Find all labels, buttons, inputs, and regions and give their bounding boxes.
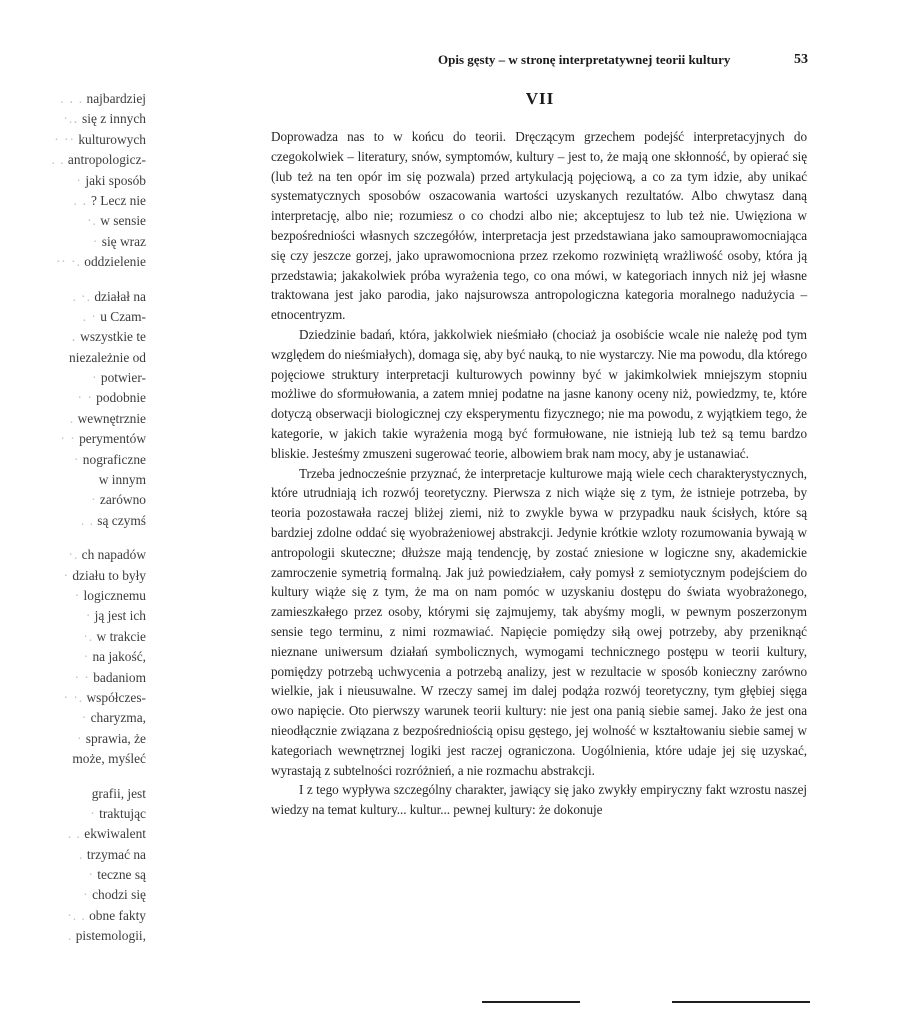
faded-text: · ·. [63,689,84,705]
faded-text: . . [67,826,81,842]
fragment-text: teczne są [97,867,146,883]
left-page-line [0,885,146,905]
left-page-line [0,470,146,490]
fragment-text: się wraz [101,233,146,249]
fragment-text: najbardziej [86,91,146,106]
faded-text: · [85,608,92,624]
fragment-text: działu to były [72,567,146,583]
left-page-line [0,566,146,586]
faded-text: · · [74,669,90,685]
faded-text: · · [77,390,93,406]
fragment-text: logicznemu [83,587,146,603]
faded-text: ·. [83,628,94,644]
fragment-text: antropologicz- [67,152,146,168]
faded-text: . [79,846,84,862]
fragment-text: u Czam- [100,308,146,324]
left-page-line [0,368,146,388]
left-page-line [0,211,146,231]
fragment-text: pistemologii, [75,928,146,944]
running-title: Opis gęsty – w stronę interpretatywnej teorii kultury [438,52,731,67]
faded-text: . [69,410,75,426]
left-page-line [0,688,146,708]
faded-text: · [88,867,94,883]
faded-text: · [90,805,96,821]
fragment-text: sprawia, że [85,730,146,746]
fragment-text: ? Lecz nie [90,192,146,208]
fragment-text: perymentów [79,431,146,447]
faded-text: . [67,928,73,944]
left-page-line [0,784,146,804]
fragment-text: wszystkie te [80,329,146,345]
faded-text: · [83,649,90,665]
faded-text: · [74,587,81,603]
left-page-line [0,287,146,307]
faded-text: · [92,233,99,249]
left-page-line [0,606,146,626]
left-page-line [0,490,146,510]
faded-text: . . [80,512,94,528]
faded-text: · [76,730,83,746]
faded-text: ·. [87,213,97,229]
faded-text: · [63,567,69,583]
faded-text: · [91,492,97,508]
paragraph: Doprowadza nas to w końcu do teorii. Dręczącym grzechem podejść interpretacyjnych do czegokolwiek – literatury, snów, symptomów, kultury – jest to, że mają one skłonność, by opierać się (lub też na ten opór im się pozwala) przed artykulacją pojęciową, a co za tym idzie, aby unikać systematycznych sposobów oszacowania wartości uzyskanych rezultatów. Albo chwytasz daną interpretację, albo nie; rozumiesz o co chodzi albo nie; akceptujesz to lub też nie. Uwięziona w bezpośredniości własnych szczegółów, interpretacja jest przedstawiana jako samouprawomocniająca się czy jeszcze gorzej, jako uprawomocniona przez rzekomo rozwiniętą wrażliwość osoby, która ją przedstawia; jakakolwiek próba wyrażenia tego, co ona mówi, w kategoriach innych niż jej własne traktowana jest jako parodia, jako najsurowsza antropologiczna kategoria moralnego nadużycia – etnocentryzm. [271,129,807,323]
left-page-line [0,708,146,728]
bottom-rule-left [482,1001,580,1003]
left-page-line [0,252,146,272]
left-page-line [0,865,146,885]
left-page-line [0,749,146,769]
fragment-text: może, myśleć [72,751,146,767]
line-gap [0,531,146,545]
fragment-text: wewnętrznie [77,410,146,426]
fragment-text: są czymś [97,512,146,528]
fragment-text: zarówno [99,492,146,508]
fragment-text: oddzielenie [84,254,146,270]
paragraph: Trzeba jednocześnie przyznać, że interpretacje kulturowe mają wiele cech charakterystycznych, które utrudniają ich rozwój teoretyczny. Pierwsza z nich wiąże się z tym, że istnieje potrzeba, by teoria pozostawała raczej bliżej ziemi, niż to zwykle bywa w przypadku nauk ścisłych, które są bardziej zdolne oddać się wyobrażeniowej abstrakcji. Jedynie krótkie wzloty rozumowania bywają w antropologii skuteczne; dłuższe mają tendencję, by zostać zniesione w logiczne sny, akademickie zamroczenie symetrią formalną. Jak już powiedziałem, cały pomysł z semiotycznym podejściem do kultury wiąże się z tym, że ma on nam pomóc w uzyskaniu dostępu do świata wyobrażonego, zamieszkałego przez osoby, którymi się zajmujemy, tak abyśmy mogli, w pewnym poszerzonym sensie tego terminu, z nimi rozmawiać. Napięcie pomiędzy siłą owej potrzeby, aby przeniknąć nieznane uniwersum działań symbolicznych, wymogami technicznego postępu w teorii kultury, pomiędzy potrzebą uchwycenia a potrzebą analizy, jest w rezultacie w sposób konieczny zarówno wielkie, jak i nieusuwalne. W rzeczy samej im dalej podąża rozwój teoretyczny, tym głębiej sięga owo napięcie. Oto pierwszy warunek teorii kultury: nie jest ona panią siebie samej. Jako że jest ona nieodłącznie związana z bezpośredniością opisu gęstego, jej wolność w kształtowaniu siebie samej w kategoriach wewnętrznej logiki jest raczej ograniczona. Uogólnienia, które udaje jej się uzyskać, wyrastają z subtelności rozróżnień, a nie rozmachu abstrakcji. [271,465,807,778]
faded-text: . . [51,152,65,168]
left-page-line [0,824,146,844]
faded-text: · [83,887,89,903]
fragment-text: obne fakty [89,907,146,923]
faded-text: · [73,451,80,467]
left-page-line [0,327,146,347]
faded-text: · [81,710,88,726]
left-page-line [0,586,146,606]
left-page-line [0,668,146,688]
faded-text: . ·. [72,288,91,304]
left-page-line [0,388,146,408]
fragment-text: niezależnie od [69,349,146,365]
fragment-text: w trakcie [96,628,146,644]
left-page-fragments [0,89,146,947]
faded-text: ·. . [67,907,86,923]
line-gap [0,273,146,287]
page-number: 53 [794,52,808,67]
faded-text: ·.․ [63,111,79,127]
fragment-text: ch napadów [81,547,146,563]
faded-text: · ·· [54,131,75,147]
fragment-text: współczes- [86,689,146,705]
left-page-line [0,232,146,252]
fragment-text: badaniom [93,669,146,685]
left-page-line [0,409,146,429]
left-page-line [0,647,146,667]
fragment-text: trzymać na [86,846,146,862]
fragment-text: w sensie [100,213,146,229]
faded-text: . ․ . [60,91,84,106]
faded-text: · · [60,431,76,447]
left-page-line [0,171,146,191]
left-page-line [0,130,146,150]
paragraph: I z tego wypływa szczególny charakter, jawiący się jako zwykły empiryczny fakt wzrostu naszej wiedzy na temat kultury... kultur... pewnej kultury: że dokonuje [271,782,807,818]
faded-text: · [76,172,82,188]
bottom-rule-right [672,1001,810,1003]
fragment-text: ekwiwalent [84,826,146,842]
fragment-text: na jakość, [92,649,146,665]
left-page-line [0,191,146,211]
left-page-line [0,627,146,647]
left-page-line [0,150,146,170]
running-header [420,52,808,70]
faded-text: ·· ·. [55,254,81,270]
fragment-text: charyzma, [90,710,146,726]
fragment-text: w innym [98,472,146,488]
fragment-text: jaki sposób [85,172,146,188]
line-gap [0,770,146,784]
faded-text: · [92,370,98,386]
fragment-text: podobnie [96,390,146,406]
left-page-line [0,307,146,327]
left-page-line [0,906,146,926]
left-page-line [0,729,146,749]
body-text [271,127,807,820]
fragment-text: traktując [99,805,146,821]
section-numeral: VII [525,89,555,108]
faded-text: . ․ [73,192,88,208]
fragment-text: grafii, jest [91,785,146,801]
fragment-text: kulturowych [78,131,146,147]
fragment-text: chodzi się [92,887,146,903]
fragment-text: działał na [94,288,146,304]
faded-text: ·. [68,547,79,563]
left-page-line [0,109,146,129]
left-page-line [0,348,146,368]
fragment-text: się z innych [82,111,146,127]
fragment-text: nograficzne [82,451,146,467]
left-page-line [0,89,146,109]
left-page-line [0,511,146,531]
left-page-line [0,450,146,470]
left-page-line [0,804,146,824]
paragraph: Dziedzinie badań, która, jakkolwiek nieśmiało (chociaż ja osobiście wcale nie należę pod tym względem do nieśmiałych), domaga się, aby być nauką, to nie wystarczy. Nie ma powodu, dla którego pojęciowe struktury interpretacji kulturowych powinny być w jakimkolwiek mniejszym stopniu możliwe do sformułowania, a zatem mniej podatne na jasne kanony oceny niż, powiedzmy, te, które dotyczą obserwacji biologicznej czy eksperymentu fizycznego; nie ma powodu, z wyjątkiem tego, że kategorie, w jakich takie wyrażenia mogą być formułowane, nie istnieją lub też są temu bardzo bliskie. Jesteśmy zmuszeni sugerować teorie, albowiem brak nam mocy, aby je ustanawiać. [271,326,807,461]
left-page-line [0,429,146,449]
left-page-line [0,545,146,565]
left-page-line [0,926,146,946]
faded-text: . · [82,308,97,324]
fragment-text: potwier- [100,370,146,386]
left-page-line [0,845,146,865]
faded-text: ․ [71,329,77,345]
fragment-text: ją jest ich [94,608,146,624]
